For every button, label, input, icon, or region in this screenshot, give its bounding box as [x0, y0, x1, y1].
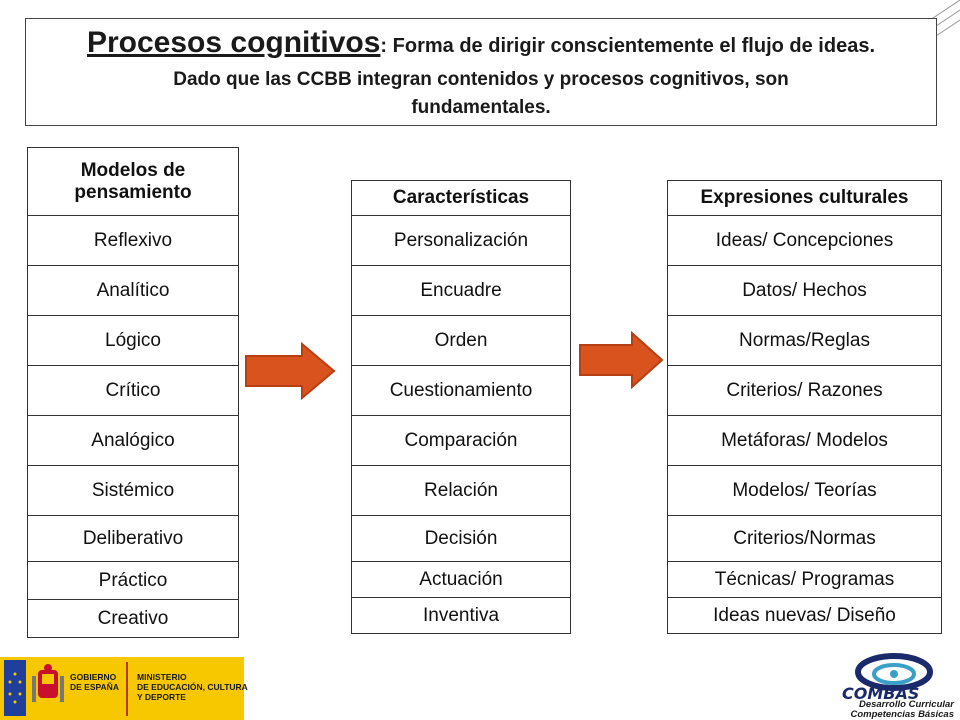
- expresiones-cell: Ideas nuevas/ Diseño: [668, 598, 942, 634]
- modelos-cell: Creativo: [28, 600, 239, 638]
- caracteristicas-cell: Personalización: [352, 216, 571, 266]
- title-box: [25, 18, 937, 126]
- caracteristicas-cell: Inventiva: [352, 598, 571, 634]
- title-line-2: Dado que las CCBB integran contenidos y procesos cognitivos, son: [173, 69, 789, 90]
- modelos-header: Modelos de pensamiento: [28, 148, 239, 216]
- ministerio-label: MINISTERIO DE EDUCACIÓN, CULTURA Y DEPORTE: [137, 672, 248, 702]
- expresiones-cell: Criterios/Normas: [668, 516, 942, 562]
- caracteristicas-cell: Encuadre: [352, 266, 571, 316]
- expresiones-cell: Normas/Reglas: [668, 316, 942, 366]
- caracteristicas-cell: Relación: [352, 466, 571, 516]
- caracteristicas-cell: Cuestionamiento: [352, 366, 571, 416]
- expresiones-header: Expresiones culturales: [668, 181, 942, 216]
- caracteristicas-header: Características: [352, 181, 571, 216]
- right-arrow-icon: [244, 342, 336, 400]
- combas-name: COMBAS: [842, 684, 920, 703]
- combas-subtitle: Desarrollo Curricular Competencias Básicas: [850, 699, 954, 720]
- title-colon: :: [380, 35, 388, 57]
- expresiones-cell: Metáforas/ Modelos: [668, 416, 942, 466]
- expresiones-cell: Ideas/ Concepciones: [668, 216, 942, 266]
- modelos-cell: Deliberativo: [28, 516, 239, 562]
- title-line-3: fundamentales.: [411, 97, 551, 118]
- expresiones-table: [667, 180, 942, 634]
- modelos-cell: Crítico: [28, 366, 239, 416]
- expresiones-cell: Modelos/ Teorías: [668, 466, 942, 516]
- modelos-cell: Lógico: [28, 316, 239, 366]
- expresiones-cell: Criterios/ Razones: [668, 366, 942, 416]
- expresiones-cell: Técnicas/ Programas: [668, 562, 942, 598]
- caracteristicas-cell: Decisión: [352, 516, 571, 562]
- modelos-table: [27, 147, 239, 638]
- modelos-cell: Analógico: [28, 416, 239, 466]
- right-arrow-icon: [578, 331, 664, 389]
- eu-flag-icon: [4, 660, 26, 716]
- caracteristicas-cell: Orden: [352, 316, 571, 366]
- expresiones-cell: Datos/ Hechos: [668, 266, 942, 316]
- title-definition: Forma de dirigir conscientemente el flujo de ideas.: [387, 35, 875, 57]
- caracteristicas-table: [351, 180, 571, 634]
- gobierno-label: GOBIERNO DE ESPAÑA: [70, 672, 119, 692]
- page-title: Procesos cognitivos: [86, 26, 381, 59]
- modelos-cell: Práctico: [28, 562, 239, 600]
- modelos-cell: Analítico: [28, 266, 239, 316]
- modelos-cell: Sistémico: [28, 466, 239, 516]
- caracteristicas-cell: Comparación: [352, 416, 571, 466]
- modelos-cell: Reflexivo: [28, 216, 239, 266]
- gov-separator: [126, 662, 128, 716]
- coat-of-arms-icon: [30, 662, 66, 712]
- caracteristicas-cell: Actuación: [352, 562, 571, 598]
